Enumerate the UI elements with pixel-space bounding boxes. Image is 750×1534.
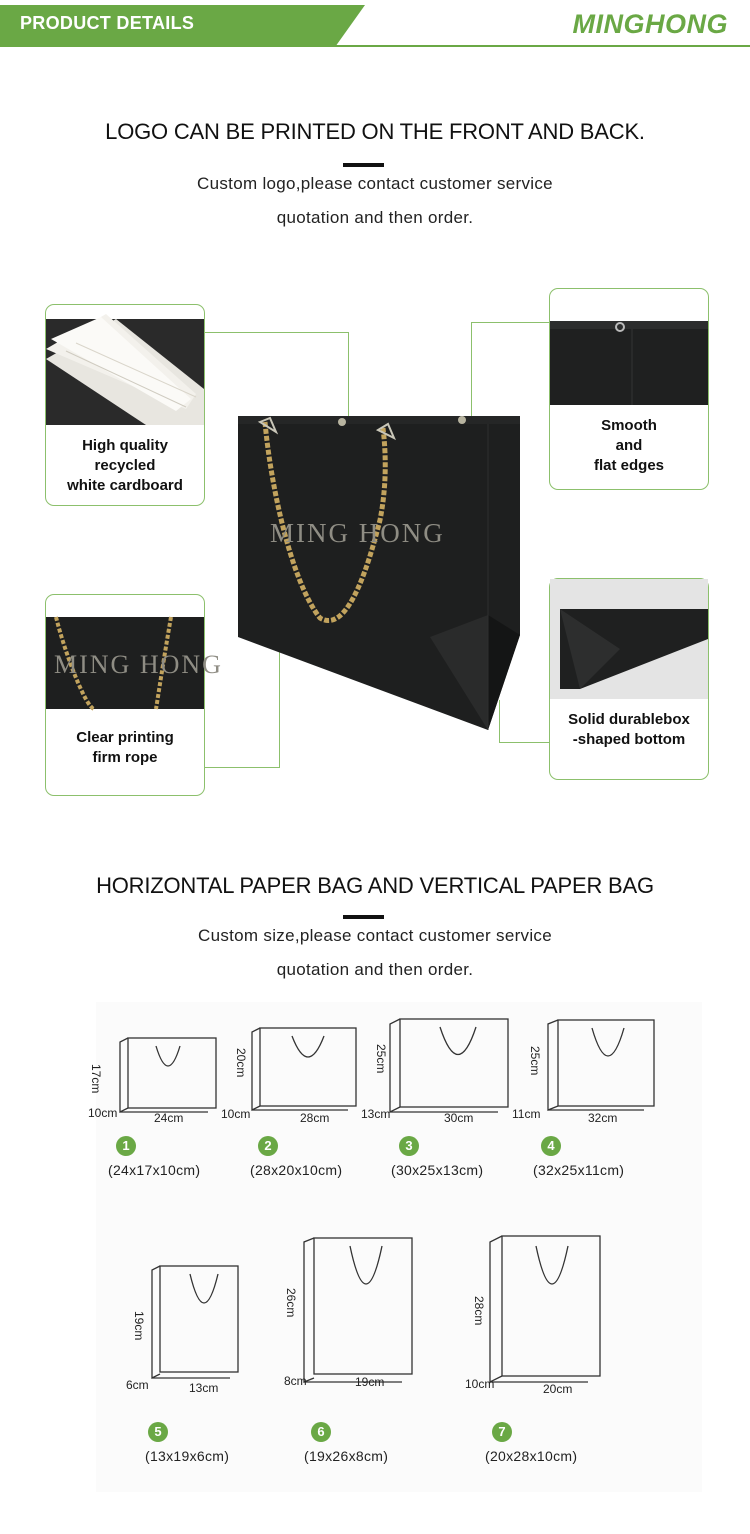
feature-card-cardboard	[45, 304, 205, 506]
bag3-width-label: 30cm	[444, 1111, 474, 1125]
feature-card-bottom	[549, 578, 709, 780]
bag5-depth-label: 6cm	[126, 1378, 149, 1392]
section-subtitle-line2: quotation and then order.	[276, 960, 474, 979]
bag1-depth-label: 10cm	[88, 1106, 118, 1120]
feature-card-edges	[549, 288, 709, 490]
bag6-height-label: 26cm	[284, 1288, 298, 1318]
size-dimensions: (20x28x10cm)	[485, 1448, 578, 1464]
bag4-depth-label: 11cm	[512, 1107, 541, 1121]
feature-label: firm rope	[92, 749, 158, 766]
bag1-width-label: 24cm	[154, 1111, 184, 1125]
size-number-badge: 1	[116, 1136, 136, 1156]
section-title-sizes: HORIZONTAL PAPER BAG AND VERTICAL PAPER BAG	[96, 873, 654, 898]
size-number-badge: 3	[399, 1136, 419, 1156]
title-divider	[343, 915, 384, 919]
bag5-height-label: 19cm	[132, 1311, 146, 1341]
size-dimensions: (13x19x6cm)	[145, 1448, 230, 1464]
feature-label: flat edges	[593, 457, 665, 474]
bag4-width-label: 32cm	[588, 1111, 618, 1125]
size-number-badge: 7	[492, 1422, 512, 1442]
bag7-depth-label: 10cm	[465, 1377, 495, 1391]
size-dimensions: (24x17x10cm)	[108, 1162, 201, 1178]
header-underline	[0, 45, 750, 47]
connector-line	[203, 767, 280, 768]
bag-bottom-photo	[550, 579, 708, 699]
section-title-logo: LOGO CAN BE PRINTED ON THE FRONT AND BACK.	[105, 119, 645, 144]
size-number-badge: 6	[311, 1422, 331, 1442]
bag-printed-logo: MING HONG	[270, 518, 445, 548]
feature-card-printing	[45, 594, 223, 796]
size-dimensions: (28x20x10cm)	[250, 1162, 343, 1178]
feature-label: recycled	[94, 457, 156, 474]
brand-logo: MINGHONG	[572, 9, 728, 39]
size-number-badge: 2	[258, 1136, 278, 1156]
bag7-width-label: 20cm	[543, 1382, 573, 1396]
bag6-width-label: 19cm	[355, 1375, 385, 1389]
title-divider	[343, 163, 384, 167]
size-diagrams	[96, 1002, 702, 1492]
feature-label: High quality	[82, 437, 168, 454]
size-dimensions: (30x25x13cm)	[391, 1162, 484, 1178]
connector-line	[499, 742, 549, 743]
cardboard-stack-photo	[46, 319, 204, 425]
bag3-depth-label: 13cm	[361, 1107, 391, 1121]
section-subtitle-line1: Custom logo,please contact customer service	[197, 174, 553, 193]
bag2-height-label: 20cm	[234, 1048, 248, 1078]
size-number-badge: 5	[148, 1422, 168, 1442]
feature-label: and	[615, 437, 643, 454]
bag2-width-label: 28cm	[300, 1111, 330, 1125]
size-dimensions: (19x26x8cm)	[304, 1448, 389, 1464]
header-title: PRODUCT DETAILS	[20, 13, 195, 33]
closeup-logo: MING HONG	[54, 650, 223, 679]
feature-label: white cardboard	[67, 477, 183, 494]
size-number-badge: 4	[541, 1136, 561, 1156]
connector-line	[203, 332, 348, 333]
feature-label: Solid durablebox	[568, 711, 690, 728]
black-paper-bag-image	[230, 400, 530, 740]
feature-label: Smooth	[601, 417, 657, 434]
bag1-height-label: 17cm	[89, 1064, 103, 1094]
bag4-height-label: 25cm	[528, 1046, 542, 1076]
bag-edge-photo	[550, 321, 708, 405]
connector-line	[471, 322, 549, 323]
feature-label: -shaped bottom	[572, 731, 686, 748]
section-subtitle-line1: Custom size,please contact customer service	[198, 926, 552, 945]
feature-label: Clear printing	[76, 729, 174, 746]
bag5-width-label: 13cm	[189, 1381, 219, 1395]
printed-logo-photo	[46, 617, 223, 709]
section-subtitle-line2: quotation and then order.	[276, 208, 474, 227]
size-dimensions: (32x25x11cm)	[533, 1162, 625, 1178]
bag6-depth-label: 8cm	[284, 1374, 307, 1388]
bag3-height-label: 25cm	[374, 1044, 388, 1074]
bag7-height-label: 28cm	[472, 1296, 486, 1326]
bag2-depth-label: 10cm	[221, 1107, 251, 1121]
